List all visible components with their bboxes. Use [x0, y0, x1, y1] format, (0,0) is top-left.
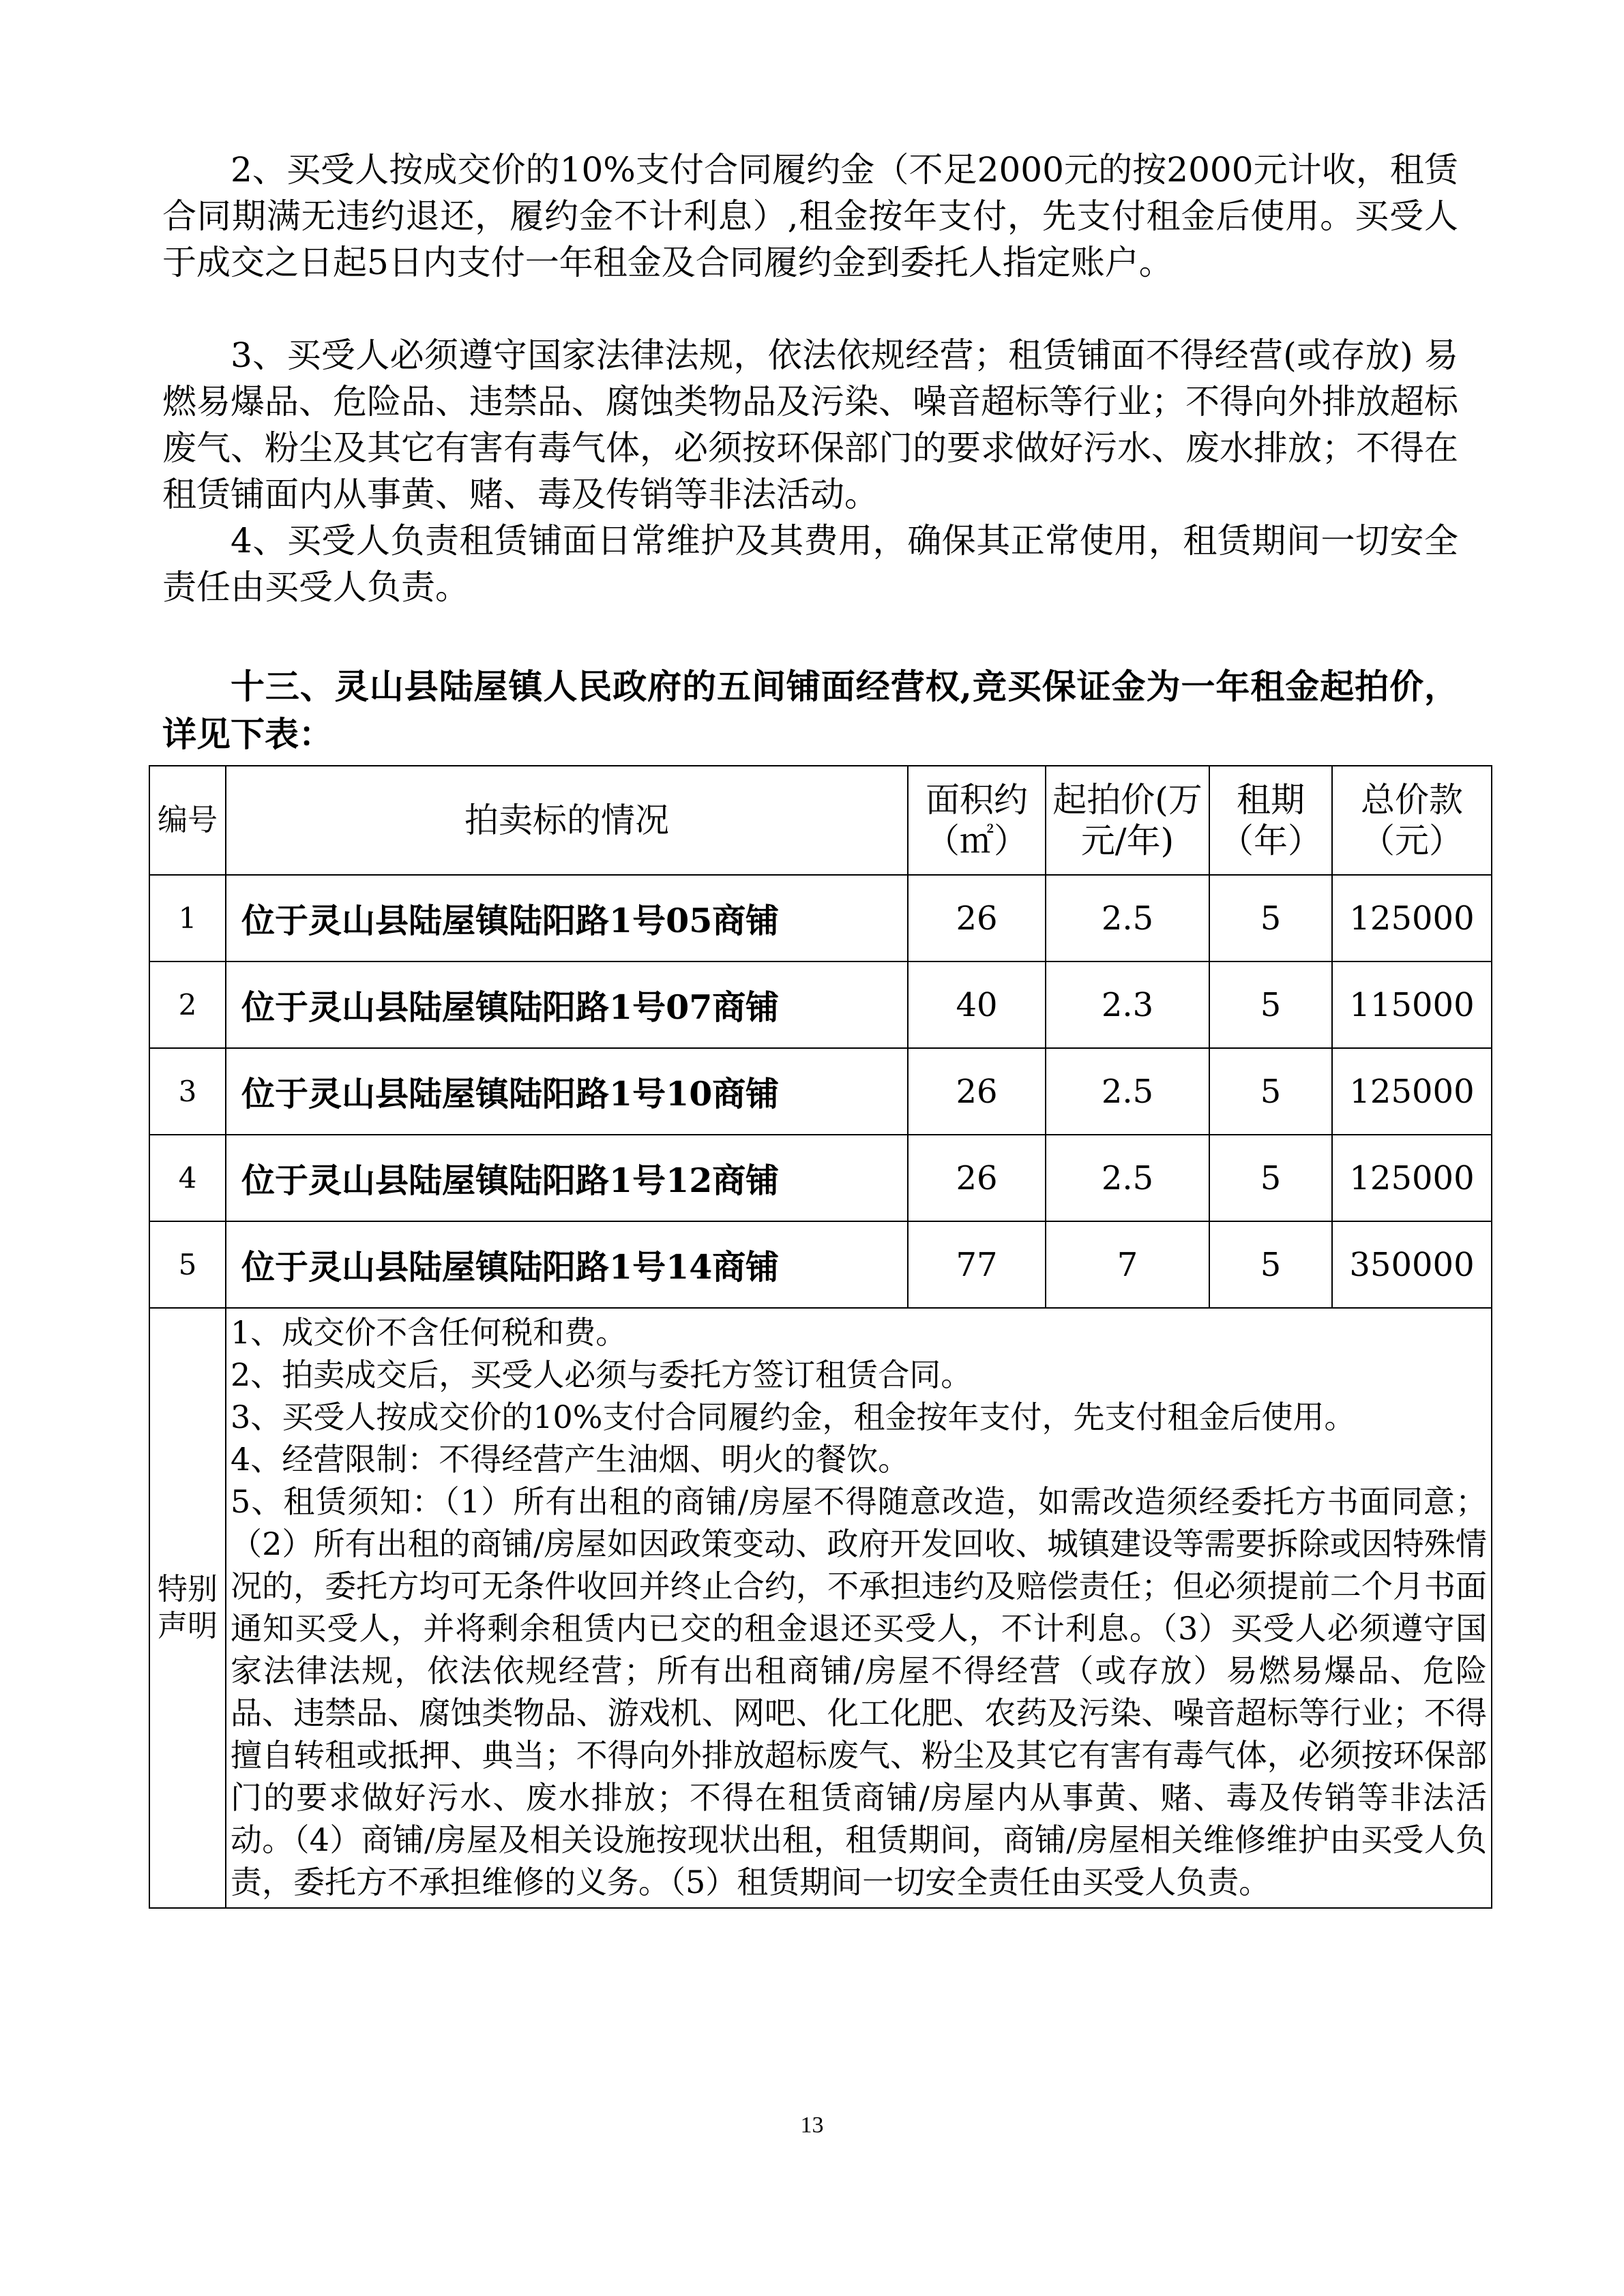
header-area: 面积约（㎡）: [908, 766, 1046, 875]
note-item: 3、买受人按成交价的10%支付合同履约金，租金按年支付，先支付租金后使用。: [231, 1399, 1356, 1435]
paragraph-4: 4、买受人负责租赁铺面日常维护及其费用，确保其正常使用，租赁期间一切安全责任由买受人负责。: [162, 521, 1458, 607]
cell-total: 350000: [1332, 1221, 1492, 1308]
auction-lots-table: [149, 765, 1492, 1909]
cell-area: 40: [908, 961, 1046, 1048]
note-item: 1、成交价不含任何税和费。: [231, 1314, 628, 1351]
cell-description: 位于灵山县陆屋镇陆阳路1号10商铺: [226, 1048, 908, 1135]
cell-description: 位于灵山县陆屋镇陆阳路1号14商铺: [226, 1221, 908, 1308]
cell-number: 5: [149, 1221, 226, 1308]
table-row: [149, 1048, 1492, 1135]
cell-lease-term: 5: [1209, 1135, 1332, 1221]
cell-number: 4: [149, 1135, 226, 1221]
header-number: 编号: [149, 766, 226, 875]
cell-lease-term: 5: [1209, 875, 1332, 961]
cell-start-price: 2.5: [1046, 1135, 1209, 1221]
cell-total: 125000: [1332, 1135, 1492, 1221]
cell-number: 3: [149, 1048, 226, 1135]
header-start-price: 起拍价(万元/年): [1046, 766, 1209, 875]
notes-row: [149, 1308, 1492, 1908]
cell-area: 77: [908, 1221, 1046, 1308]
table-row: [149, 1135, 1492, 1221]
cell-total: 115000: [1332, 961, 1492, 1048]
cell-description: 位于灵山县陆屋镇陆阳路1号05商铺: [226, 875, 908, 961]
table-header-row: [149, 766, 1492, 875]
table-row: [149, 1221, 1492, 1308]
table-row: [149, 875, 1492, 961]
cell-start-price: 2.5: [1046, 1048, 1209, 1135]
note-item: 4、经营限制：不得经营产生油烟、明火的餐饮。: [231, 1441, 910, 1478]
cell-number: 1: [149, 875, 226, 961]
note-item: 2、拍卖成交后，买受人必须与委托方签订租赁合同。: [231, 1356, 973, 1393]
header-description: 拍卖标的情况: [226, 766, 908, 875]
cell-description: 位于灵山县陆屋镇陆阳路1号12商铺: [226, 1135, 908, 1221]
cell-area: 26: [908, 1048, 1046, 1135]
cell-number: 2: [149, 961, 226, 1048]
cell-total: 125000: [1332, 875, 1492, 961]
note-item: 5、租赁须知：（1）所有出租的商铺/房屋不得随意改造，如需改造须经委托方书面同意；（2）所有出租的商铺/房屋如因政策变动、政府开发回收、城镇建设等需要拆除或因特殊情况的，委托方均可无条件收回并终止合约，不承担违约及赔偿责任；但必须提前二个月书面通知买受人，并将剩余租赁内已交的租金退还买受人，不计利息。（3）买受人必须遵守国家法律法规，依法依规经营；所有出租商铺/房屋不得经营（或存放）易燃易爆品、危险品、违禁品、腐蚀类物品、游戏机、网吧、化工化肥、农药及污染、噪音超标等行业；不得擅自转租或抵押、典当；不得向外排放超标废气、粉尘及其它有害有毒气体，必须按环保部门的要求做好污水、废水排放；不得在租赁商铺/房屋内从事黄、赌、毒及传销等非法活动。（4）商铺/房屋及相关设施按现状出租，租赁期间，商铺/房屋相关维修维护由买受人负责，委托方不承担维修的义务。（5）租赁期间一切安全责任由买受人负责。: [231, 1483, 1487, 1900]
cell-lease-term: 5: [1209, 1048, 1332, 1135]
cell-start-price: 2.5: [1046, 875, 1209, 961]
cell-area: 26: [908, 875, 1046, 961]
cell-area: 26: [908, 1135, 1046, 1221]
table-row: [149, 961, 1492, 1048]
cell-lease-term: 5: [1209, 1221, 1332, 1308]
cell-total: 125000: [1332, 1048, 1492, 1135]
header-lease-term: 租期（年）: [1209, 766, 1332, 875]
cell-start-price: 7: [1046, 1221, 1209, 1308]
header-total: 总价款（元）: [1332, 766, 1492, 875]
paragraph-2: 2、买受人按成交价的10%支付合同履约金（不足2000元的按2000元计收，租赁合同期满无违约退还，履约金不计利息）,租金按年支付，先支付租金后使用。买受人于成交之日起5日内支付一年租金及合同履约金到委托人指定账户。: [162, 150, 1458, 282]
paragraph-3: 3、买受人必须遵守国家法律法规，依法依规经营；租赁铺面不得经营(或存放) 易燃易爆品、危险品、违禁品、腐蚀类物品及污染、噪音超标等行业；不得向外排放超标废气、粉尘及其它有害有毒气体，必须按环保部门的要求做好污水、废水排放；不得在租赁铺面内从事黄、赌、毒及传销等非法活动。: [162, 336, 1458, 514]
cell-start-price: 2.3: [1046, 961, 1209, 1048]
cell-description: 位于灵山县陆屋镇陆阳路1号07商铺: [226, 961, 908, 1048]
cell-lease-term: 5: [1209, 961, 1332, 1048]
section-heading: 十三、灵山县陆屋镇人民政府的五间铺面经营权,竞买保证金为一年租金起拍价，详见下表：: [162, 666, 1458, 754]
special-notes: [226, 1308, 1492, 1908]
notes-label: 特别声明: [149, 1308, 226, 1908]
page-number: 13: [800, 2113, 824, 2138]
